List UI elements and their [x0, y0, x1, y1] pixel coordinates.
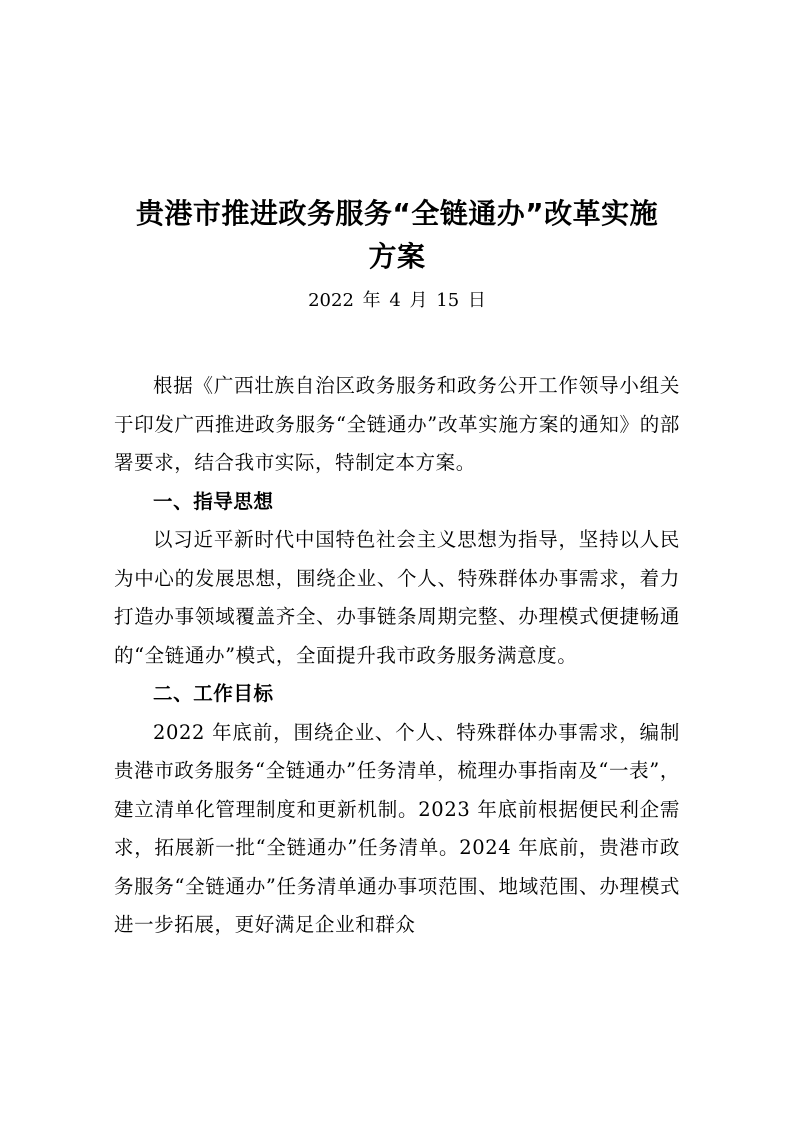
document-date: 2022 年 4 月 15 日: [308, 290, 486, 311]
guiding-ideology-paragraph: 以习近平新时代中国特色社会主义思想为指导，坚持以人民为中心的发展思想，围绕企业、个人、特殊群体办事需求，着力打造办事领域覆盖齐全、办事链条周期完整、办理模式便捷畅通的“全链通办”模式，全面提升我市政务服务满意度。: [114, 528, 680, 667]
document-body: [114, 367, 680, 945]
document-title-line-1: 贵港市推进政务服务“全链通办”改革实施: [135, 197, 659, 230]
work-goals-paragraph: 2022 年底前，围绕企业、个人、特殊群体办事需求，编制贵港市政务服务“全链通办”任务清单，梳理办事指南及“一表”，建立清单化管理制度和更新机制。2023 年底前根据便民利企需求，拓展新一批“全链通办”任务清单。2024 年底前，贵港市政务服务“全链通办”任务清单通办事项范围、地域范围、办理模式进一步拓展，更好满足企业和群众: [114, 720, 680, 936]
document-title-line-2: 方案: [368, 240, 426, 273]
section-heading-work-goals: 二、工作目标: [153, 682, 274, 705]
intro-paragraph: 根据《广西壮族自治区政务服务和政务公开工作领导小组关于印发广西推进政务服务“全链通办”改革实施方案的通知》的部署要求，结合我市实际，特制定本方案。: [114, 374, 680, 474]
section-heading-guiding-ideology: 一、指导思想: [153, 489, 274, 513]
